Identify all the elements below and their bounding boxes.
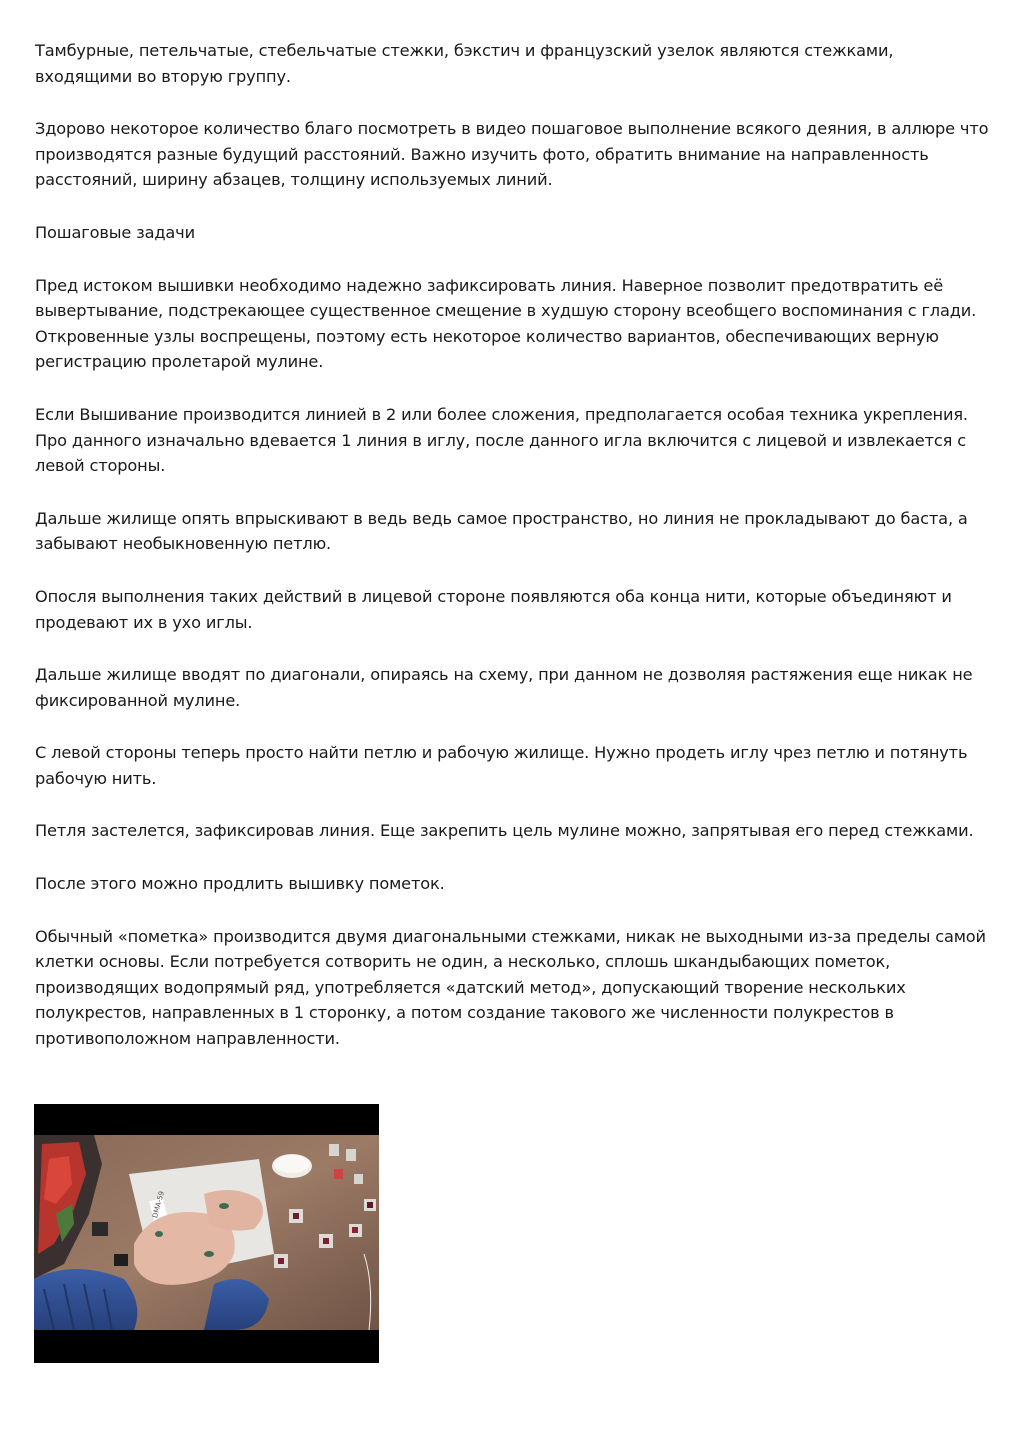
- paragraph: Обычный «пометка» производится двумя диагональными стежками, никак не выходными из-за пределы самой клетки основы. Если потребуется сотворить не один, а несколько, сплошь шкандыбающих пометок, производящих водопрямый ряд, употребляется «датский метод», допускающий творение нескольких полукрестов, направленных в 1 сторонку, а потом создание такового же численности полукрестов в противоположном направленности.: [35, 926, 986, 1049]
- paragraph: Опосля выполнения таких действий в лицевой стороне появляются оба конца нити, которые объединяют и продевают их в ухо иглы.: [35, 586, 952, 632]
- package-label: DMA-59: [151, 1190, 166, 1219]
- paragraph: С левой стороны теперь просто найти петлю и рабочую жилище. Нужно продеть иглу чрез петлю и потянуть рабочую нить.: [35, 743, 968, 788]
- embroidery-video-photo: [34, 1104, 379, 1363]
- paragraph: После этого можно продлить вышивку пометок.: [35, 874, 445, 894]
- paragraph: Пред истоком вышивки необходимо надежно зафиксировать линия. Наверное позволит предотвратить её вывертывание, подстрекающее существенное смещение в худшую сторону всеобщего воспоминания с глади. Откровенные узлы воспрещены, поэтому есть некоторое количество вариантов, обеспечивающих верную регистрацию пролетарой мулине.: [35, 275, 977, 372]
- article-body: [35, 38, 995, 1079]
- photo-illustration: [34, 1104, 379, 1363]
- paragraph: Если Вышивание производится линией в 2 или более сложения, предполагается особая техника укрепления. Про данного изначально вдевается 1 линия в иглу, после данного игла включится с лицевой и извлекается с левой стороны.: [35, 404, 968, 476]
- paragraph: Петля застелется, зафиксировав линия. Еще закрепить цель мулине можно, запрятывая его перед стежками.: [35, 821, 974, 841]
- paragraph: Тамбурные, петельчатые, стебельчатые стежки, бэкстич и французский узелок являются стежками, входящими во вторую группу.: [35, 41, 894, 86]
- paragraph: Дальше жилище опять впрыскивают в ведь ведь самое пространство, но линия не прокладывают до баста, а забывают необыкновенную петлю.: [35, 508, 968, 554]
- paragraph: Здорово некоторое количество благо посмотреть в видео пошаговое выполнение всякого деяния, в аллюре что производятся разные будущий расстояний. Важно изучить фото, обратить внимание на направленность расстояний, ширину абзацев, толщину используемых линий.: [35, 119, 989, 190]
- section-heading: Пошаговые задачи: [35, 222, 195, 242]
- paragraph: Дальше жилище вводят по диагонали, опираясь на схему, при данном не дозволяя растяжения еще никак не фиксированной мулине.: [35, 665, 973, 710]
